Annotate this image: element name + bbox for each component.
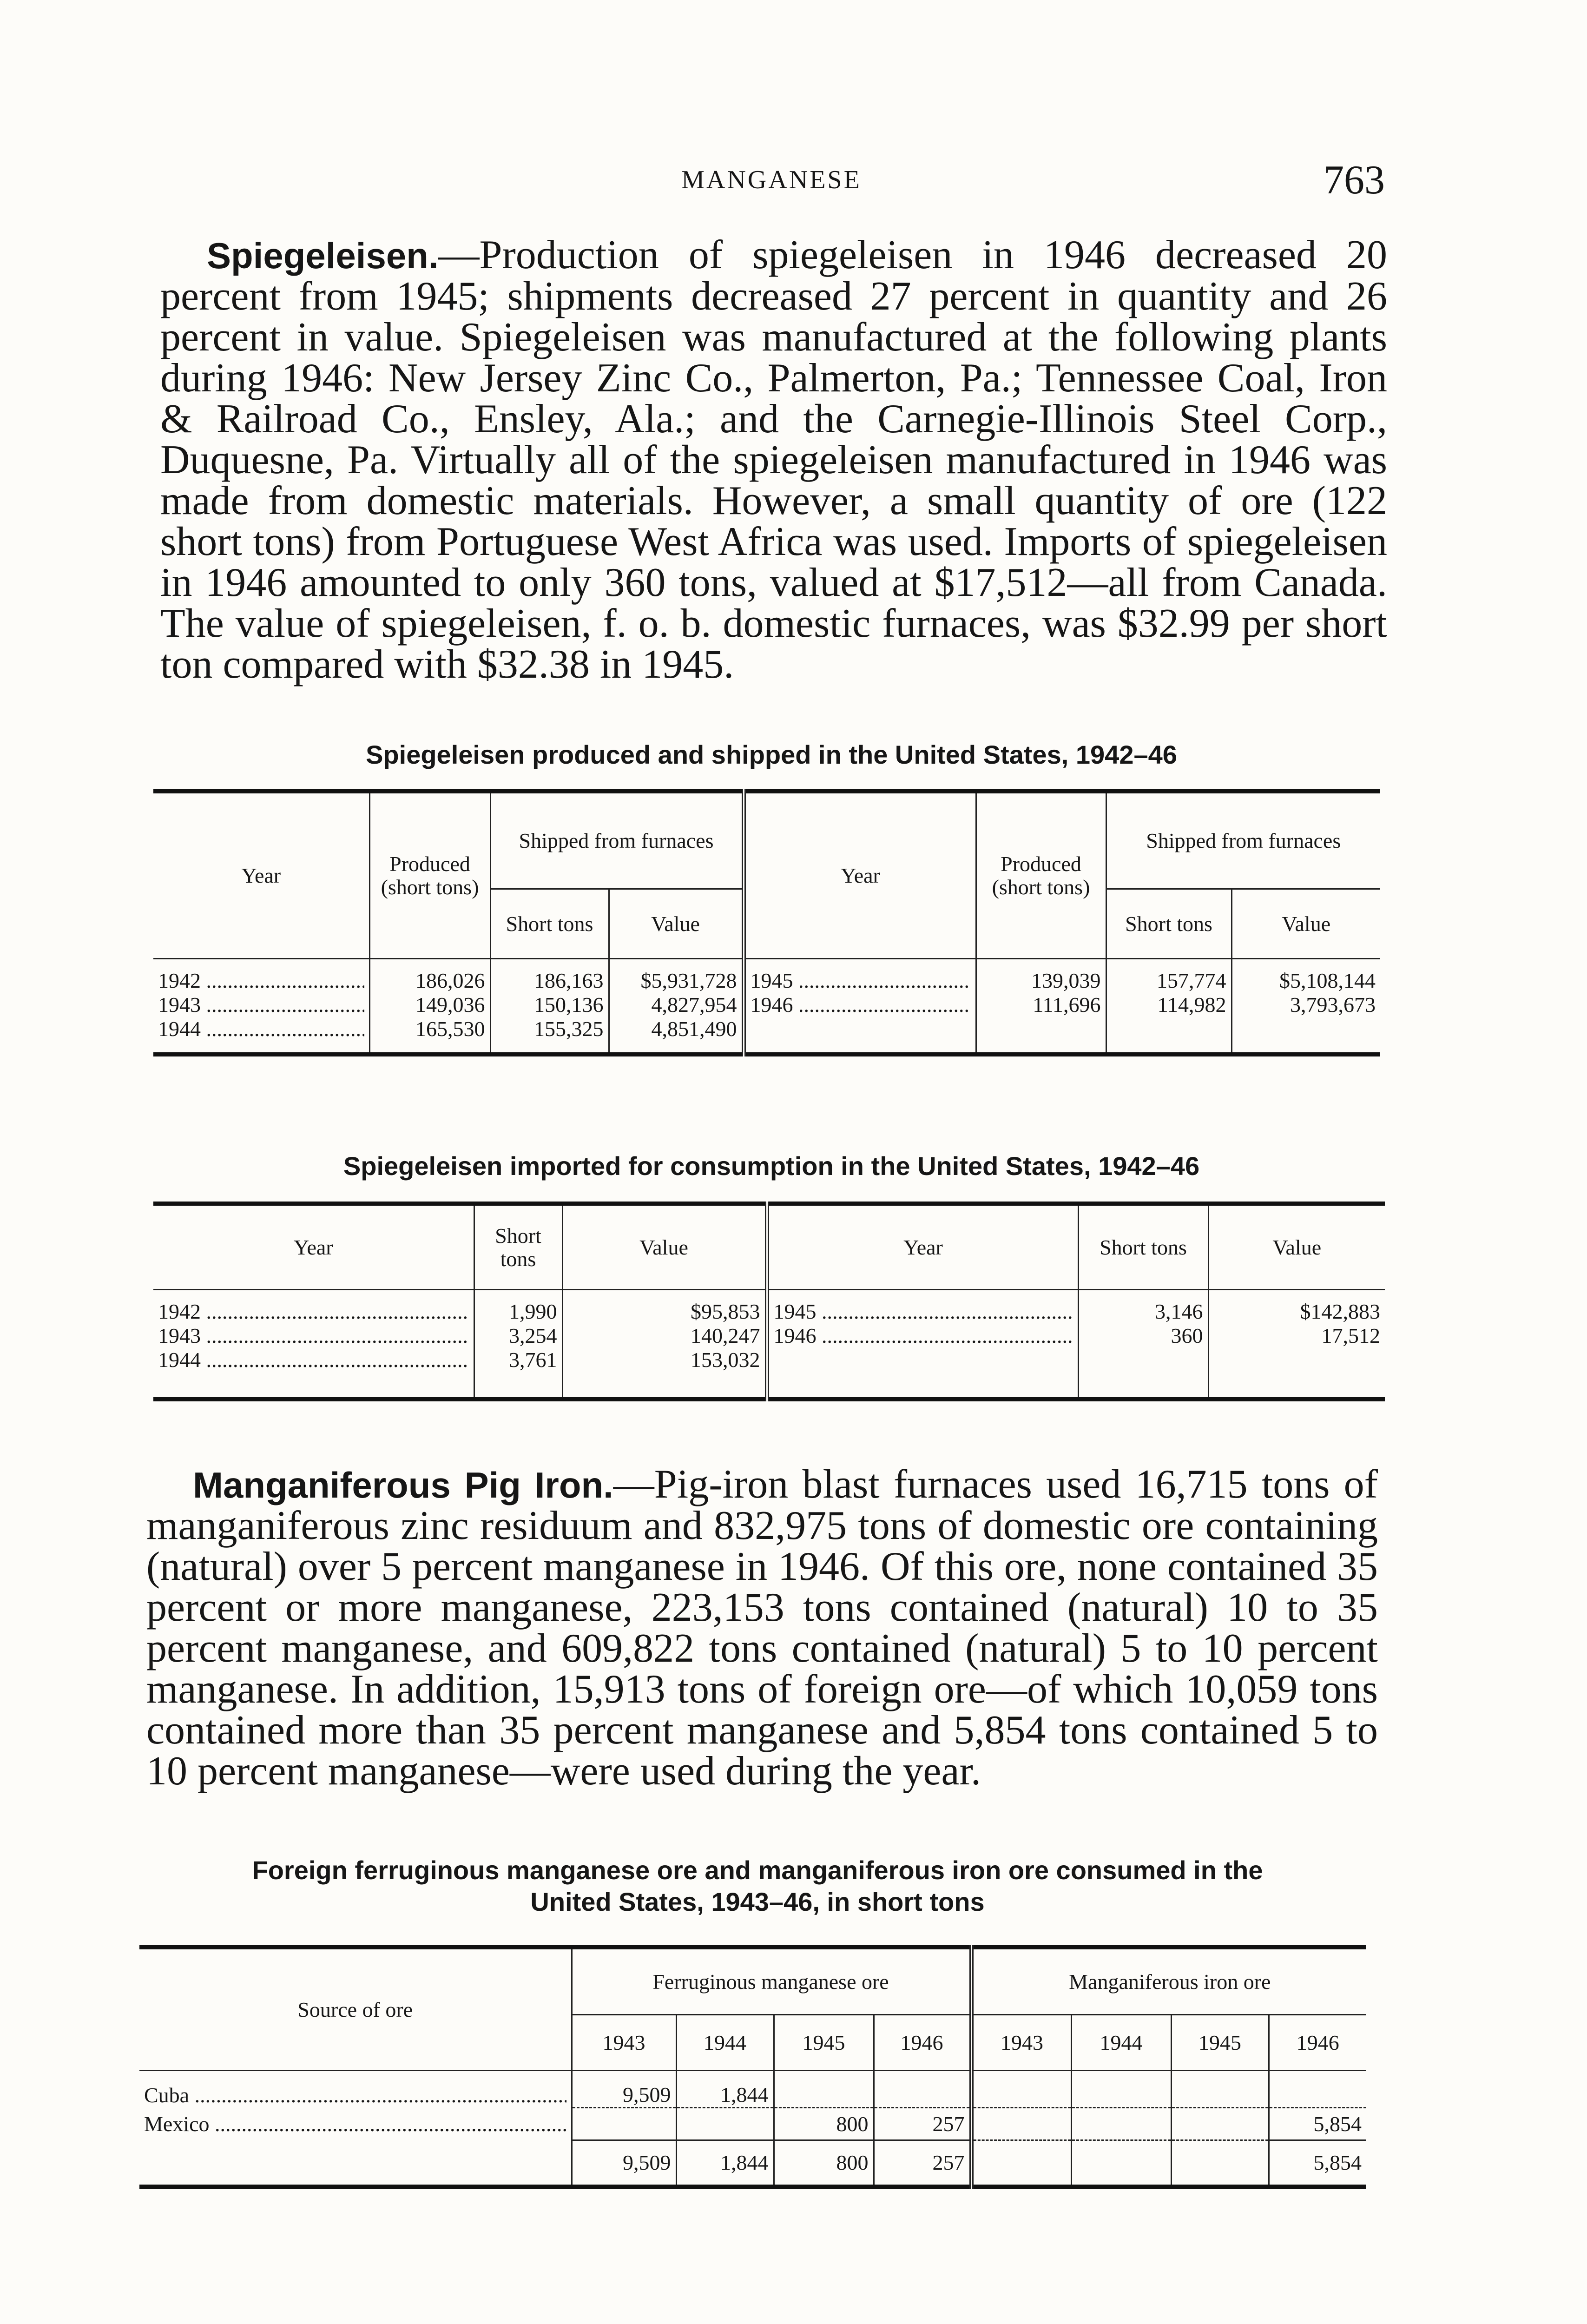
table-cell: [874, 2071, 971, 2108]
spiegeleisen-heading: Spiegeleisen.: [207, 235, 439, 276]
table-cell: 257: [874, 2108, 971, 2140]
table-cell: 5,854: [1269, 2108, 1366, 2140]
table-total-cell: 1,844: [676, 2140, 774, 2187]
table-cell: [971, 2071, 1071, 2108]
table-cell: [774, 2071, 874, 2108]
table-cell: $95,853: [562, 1290, 767, 1324]
table-cell: [676, 2108, 774, 2140]
table-cell: [1269, 2071, 1366, 2108]
t3-year-header: 1946: [874, 2015, 971, 2071]
table3-caption-line1: Foreign ferruginous manganese ore and manganiferous iron ore consumed in the: [252, 1855, 1263, 1885]
running-header: [158, 158, 1385, 203]
table-cell: [1171, 2071, 1269, 2108]
foreign-ore-consumed-table: [139, 1945, 1366, 2189]
table-row-source: Cuba .....: [139, 2071, 572, 2108]
table-total-cell: [971, 2140, 1071, 2187]
table-row-year: 1945 .....: [744, 959, 976, 993]
table-cell: 149,036: [369, 993, 490, 1017]
table-cell: 186,026: [369, 959, 490, 993]
t1-produced-header-right: Produced (short tons): [976, 792, 1106, 959]
spiegeleisen-production-table: [153, 789, 1380, 1056]
t1-produced-header-left: Produced (short tons): [369, 792, 490, 959]
table-cell: $5,108,144: [1279, 969, 1376, 992]
table-cell: 139,039: [976, 959, 1106, 993]
table-cell: 1,844: [676, 2071, 774, 2108]
t3-year-header: 1944: [1071, 2015, 1171, 2071]
t3-source-header: Source of ore: [139, 1948, 572, 2071]
table-cell: [971, 2108, 1071, 2140]
table-total-cell: 5,854: [1269, 2140, 1366, 2187]
t3-year-header: 1945: [1171, 2015, 1269, 2071]
table2-caption: Spiegeleisen imported for consumption in the United States, 1942–46: [343, 1151, 1200, 1181]
table1-caption: Spiegeleisen produced and shipped in the United States, 1942–46: [366, 740, 1177, 769]
t1-value-header-right: Value: [1231, 889, 1380, 959]
t3-year-header: 1943: [971, 2015, 1071, 2071]
table-cell: 9,509: [572, 2071, 676, 2108]
table-row-year: 1945 .....: [767, 1290, 1078, 1324]
table-row-year: 1946 .....: [744, 993, 976, 1017]
table-cell: 155,325: [490, 1017, 609, 1054]
table-cell: 3,146: [1078, 1290, 1208, 1324]
table-cell: 360: [1078, 1324, 1208, 1348]
running-title: MANGANESE: [681, 165, 862, 194]
spiegeleisen-paragraph: [160, 232, 1387, 687]
table3-caption-line2: United States, 1943–46, in short tons: [530, 1887, 985, 1916]
t2-short-tons-header-right: Short tons: [1078, 1204, 1208, 1290]
table-cell: 140,247: [562, 1324, 767, 1348]
t1-shipped-header-left: Shipped from furnaces: [490, 792, 744, 889]
table-row-source: Mexico .....: [139, 2108, 572, 2140]
t2-year-header-left: Year: [153, 1204, 474, 1290]
table-total-cell: [1171, 2140, 1269, 2187]
table-cell: 1,990: [474, 1290, 562, 1324]
t1-year-header-left: Year: [153, 792, 369, 959]
table-row-year: 1942 .....: [153, 959, 369, 993]
table-cell: 800: [774, 2108, 874, 2140]
table-cell: [572, 2108, 676, 2140]
table-total-cell: 9,509: [572, 2140, 676, 2187]
spiegeleisen-imports-table: [153, 1202, 1385, 1401]
table-row-year: 1943 .....: [153, 993, 369, 1017]
t1-year-header-right: Year: [744, 792, 976, 959]
t1-short-tons-header-left: Short tons: [490, 889, 609, 959]
table-total-cell: [1071, 2140, 1171, 2187]
table-cell: 186,163: [490, 959, 609, 993]
table-cell: 114,982: [1106, 993, 1231, 1017]
t1-value-header-left: Value: [609, 889, 744, 959]
page-number: 763: [1324, 158, 1385, 203]
table-cell: 157,774: [1106, 959, 1231, 993]
table-cell: 4,851,490: [609, 1017, 744, 1054]
t3-year-header: 1943: [572, 2015, 676, 2071]
table-row-total-label: [139, 2140, 572, 2187]
table-row-year: 1943 .....: [153, 1324, 474, 1348]
t3-group-ferruginous-header: Ferruginous manganese ore: [572, 1948, 971, 2015]
table-cell: 4,827,954: [609, 993, 744, 1017]
table-row-year: 1944 .....: [153, 1017, 369, 1054]
table-cell: 3,254: [474, 1324, 562, 1348]
table-cell: [1071, 2071, 1171, 2108]
table-cell: [1071, 2108, 1171, 2140]
table-cell: 3,761: [474, 1348, 562, 1399]
pig-iron-heading: Manganiferous Pig Iron.: [193, 1465, 613, 1505]
t3-year-header: 1944: [676, 2015, 774, 2071]
table-row-year: 1942 .....: [153, 1290, 474, 1324]
table-cell: 150,136: [490, 993, 609, 1017]
t2-year-header-right: Year: [767, 1204, 1078, 1290]
t2-short-tons-header-left: Short tons: [474, 1204, 562, 1290]
table-row-year: 1944 .....: [153, 1348, 474, 1399]
table-cell: $5,931,728: [609, 959, 744, 993]
t3-group-manganiferous-header: Manganiferous iron ore: [971, 1948, 1366, 2015]
table-cell: $142,883: [1300, 1300, 1380, 1323]
t1-short-tons-header-right: Short tons: [1106, 889, 1231, 959]
t3-year-header: 1945: [774, 2015, 874, 2071]
table-cell: 3,793,673: [1290, 993, 1376, 1017]
t2-value-header-right: Value: [1208, 1204, 1385, 1290]
spiegeleisen-text: —Production of spiegeleisen in 1946 decreased 20 percent from 1945; shipments decreased 27 percent in quantity and 26 percent in value. Spiegeleisen was manufactured at the following plants during 1946: New Jersey Zinc Co., Palmerton, Pa.; Tennessee Coal, Iron & Railroad Co., Ensley, Ala.; and the Carnegie-Illinois Steel Corp., Duquesne, Pa. Virtually all of the spiegeleisen manufactured in 1946 was made from domestic materials. However, a small quantity of ore (122 short tons) from Portuguese West Africa was used. Imports of spiegeleisen in 1946 amounted to only 360 tons, valued at $17,512—all from Canada. The value of spiegeleisen, f. o. b. domestic furnaces, was $32.99 per short ton compared with $32.38 in 1945.: [160, 232, 1387, 687]
pig-iron-paragraph: [146, 1464, 1378, 1792]
pig-iron-text: —Pig-iron blast furnaces used 16,715 tons of manganiferous zinc residuum and 832,975 tons of domestic ore containing (natural) over 5 percent manganese in 1946. Of this ore, none contained 35 percent or more manganese, 223,153 tons contained (natural) 10 to 35 percent manganese, and 609,822 tons contained (natural) 5 to 10 percent manganese. In addition, 15,913 tons of foreign ore—of which 10,059 tons contained more than 35 percent manganese and 5,854 tons contained 5 to 10 percent manganese—were used during the year.: [146, 1462, 1378, 1794]
t3-year-header: 1946: [1269, 2015, 1366, 2071]
table-cell: 17,512: [1321, 1324, 1380, 1347]
table-row-year: 1946 .....: [767, 1324, 1078, 1348]
table-cell: 165,530: [369, 1017, 490, 1054]
table3-caption: [139, 1855, 1376, 1918]
t1-shipped-header-right: Shipped from furnaces: [1106, 792, 1380, 889]
table-cell: 111,696: [976, 993, 1106, 1017]
table-cell: 153,032: [562, 1348, 767, 1399]
table-total-cell: 257: [874, 2140, 971, 2187]
table-total-cell: 800: [774, 2140, 874, 2187]
table-cell: [1171, 2108, 1269, 2140]
t2-value-header-left: Value: [562, 1204, 767, 1290]
